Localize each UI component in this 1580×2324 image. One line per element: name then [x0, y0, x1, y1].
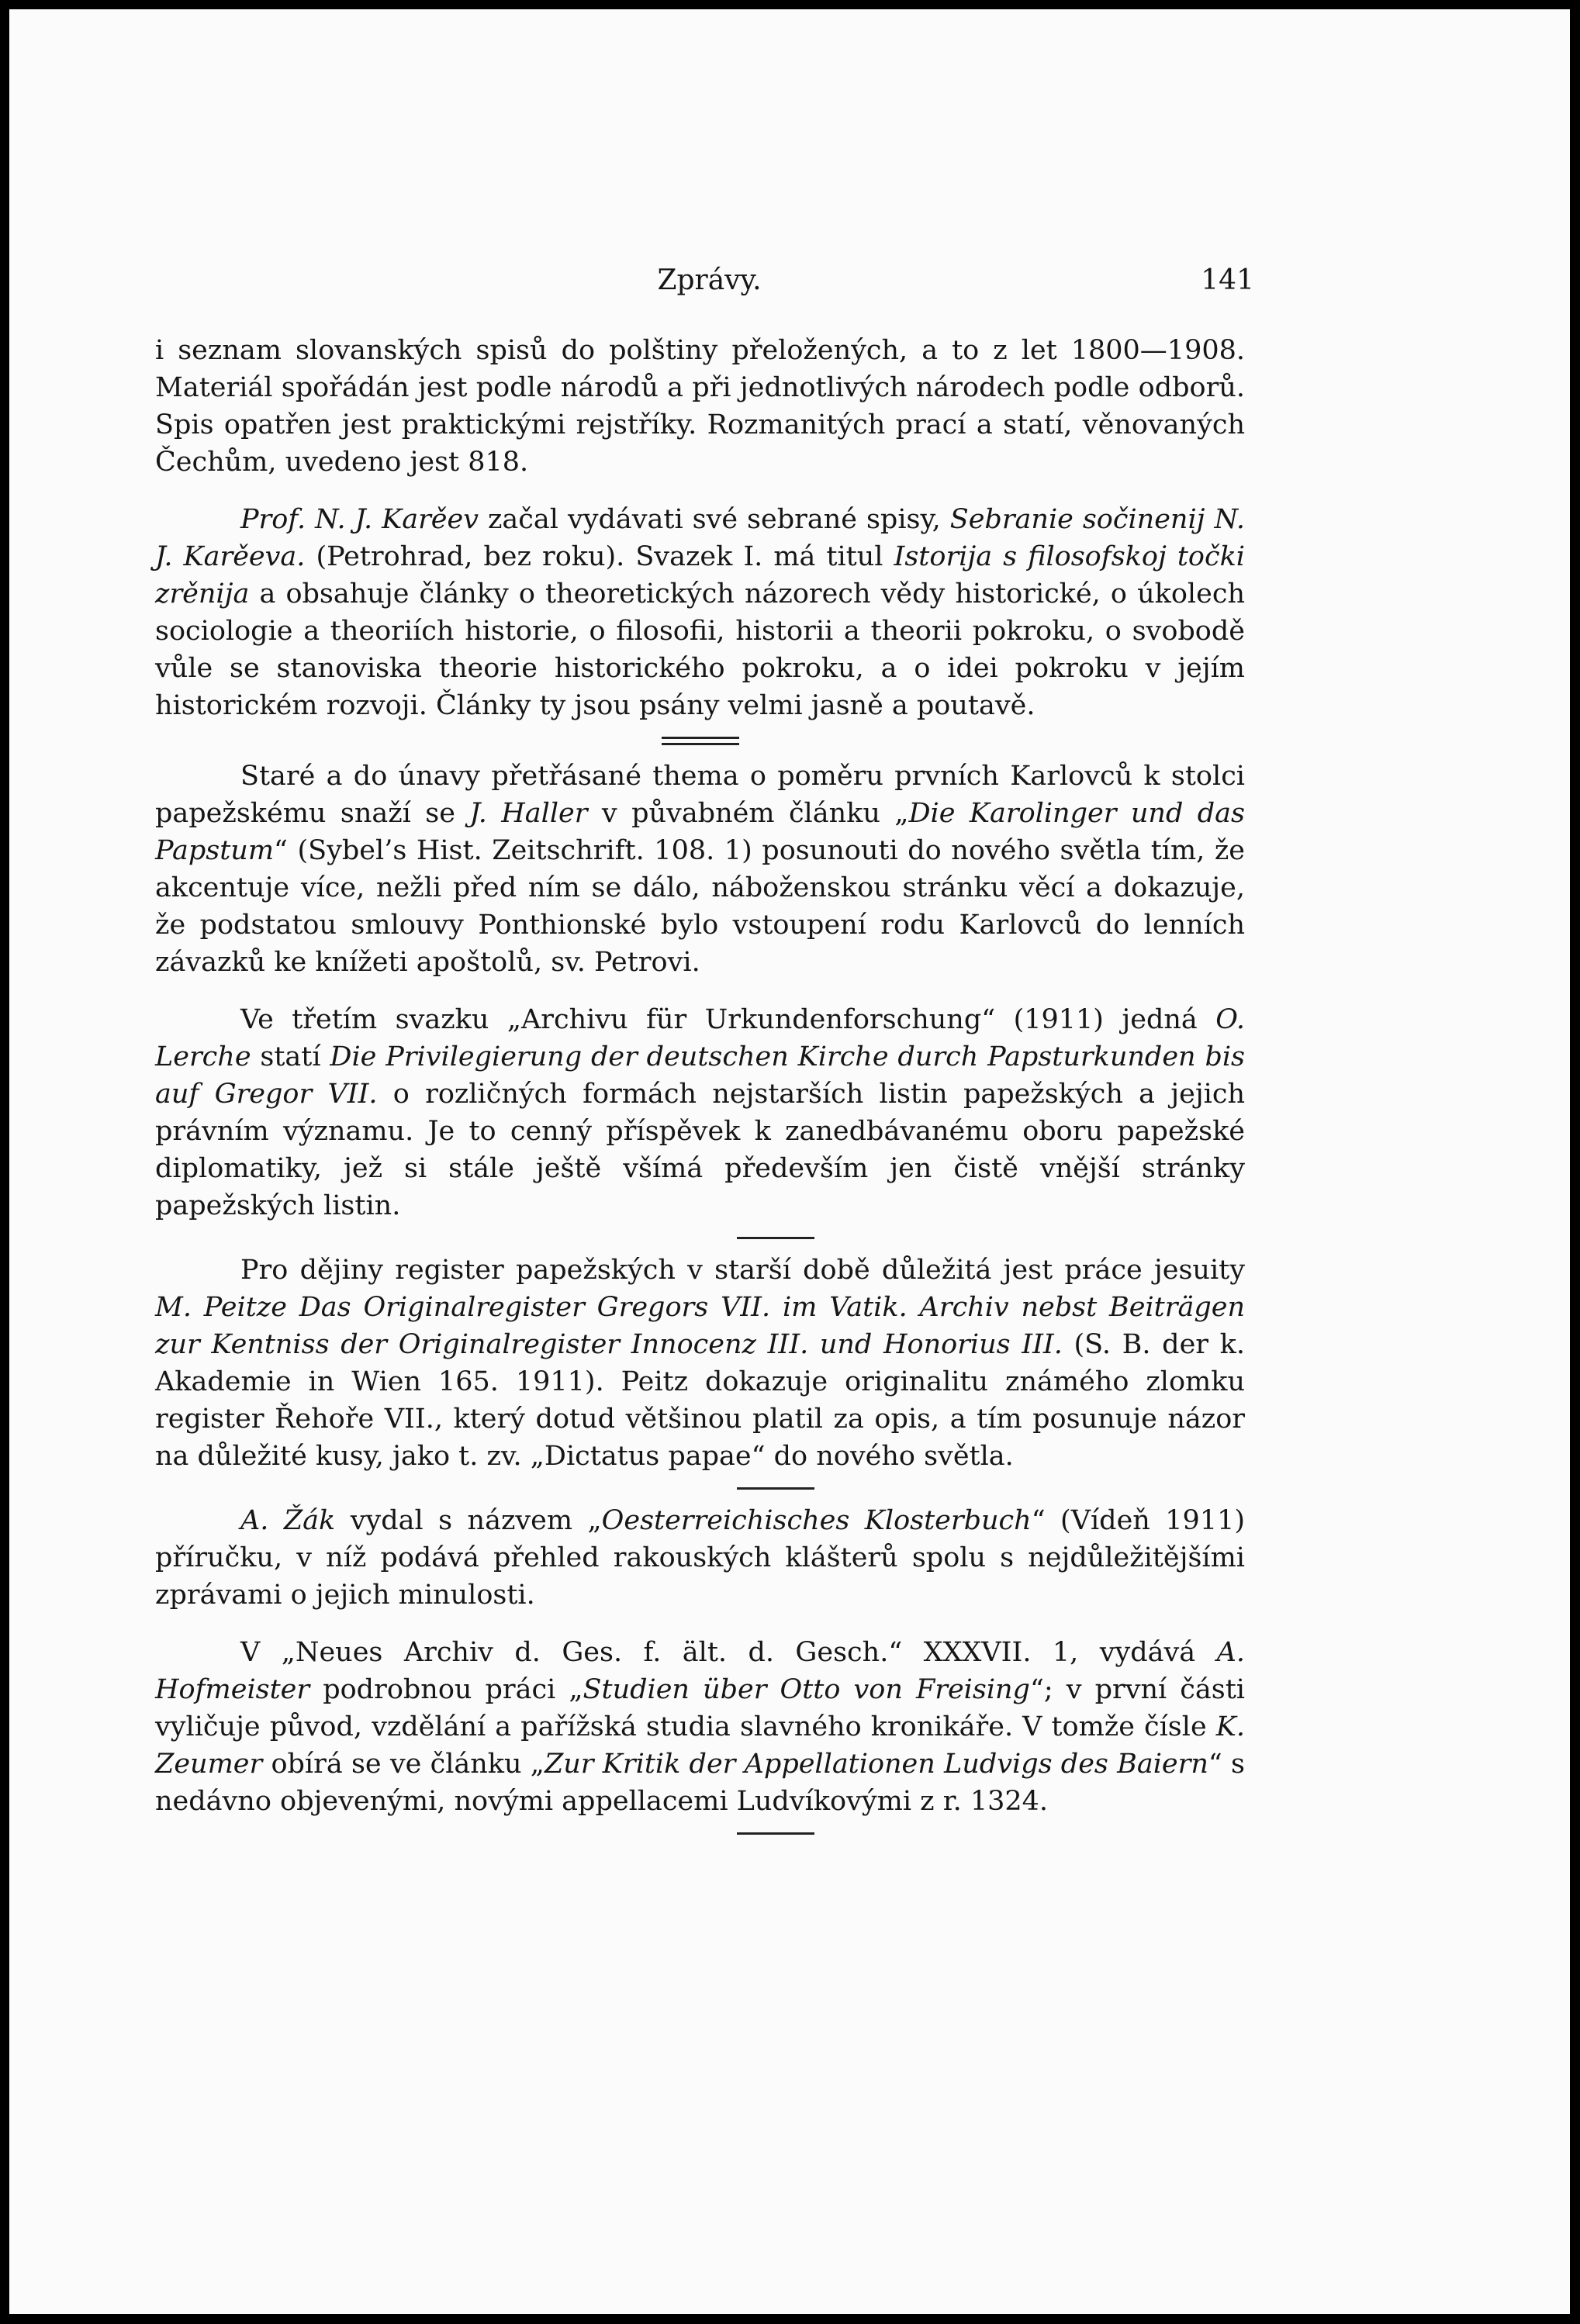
section-divider: [662, 737, 739, 745]
text-run: vydal s názvem „: [335, 1505, 602, 1536]
text-run: a obsahuje články o theoretických názorech vědy historické, o úkolech sociologie a theoriích historie, o filosofii, historii a theorii pokroku, o svobodě vůle se stanoviska theorie historického pokroku, a o idei pokroku v jejím historickém rozvoji. Články ty jsou psány velmi jasně a poutavě.: [155, 578, 1245, 721]
paragraph: [155, 758, 1245, 981]
italic-text: Prof. N. J. Karěev: [240, 504, 479, 535]
italic-text: Die Privilegierung der deutschen Kirche durch Papsturkunden bis auf Gregor VII.: [155, 1041, 1246, 1110]
paragraph: [155, 501, 1245, 724]
text-run: Staré a do únavy přetřásané thema o poměru prvních Karlovců k stolci papežskému snaží se: [155, 761, 1245, 829]
section-divider: [737, 1487, 814, 1490]
text-run: “ (Sybel’s Hist. Zeitschrift. 108. 1) posunouti do nového světla tím, že akcentuje více, nežli před ním se dálo, náboženskou stránku věcí a dokazuje, že podstatou smlouvy Ponthionské bylo vstoupení rodu Karlovců do lenních závazků ke knížeti apoštolů, sv. Petrovi.: [155, 835, 1245, 978]
italic-text: Zur Kritik der Appellationen Ludvigs des Baiern: [544, 1749, 1208, 1780]
paragraph: [155, 1502, 1245, 1614]
text-run: “ s nedávno objevenými, novými appellacemi Ludvíkovými z r. 1324.: [155, 1749, 1245, 1817]
text-run: Ve třetím svazku „Archivu für Urkundenforschung“ (1911) jedná: [240, 1004, 1216, 1035]
text-run: “ (Vídeň 1911) příručku, v níž podává přehled rakouských klášterů spolu s nejdůležitějšími zprávami o jejich minulosti.: [155, 1505, 1246, 1611]
paragraph: [155, 1252, 1245, 1475]
paragraph: [155, 332, 1245, 481]
italic-text: A. Žák: [240, 1505, 336, 1536]
text-run: v půvabném článku „: [587, 798, 909, 829]
text-run: V „Neues Archiv d. Ges. f. ält. d. Gesch.“ XXXVII. 1, vydává: [240, 1637, 1217, 1668]
italic-text: A. Hofmeister: [155, 1637, 1245, 1705]
italic-text: J. Haller: [469, 798, 588, 829]
text-run: začal vydávati své sebrané spisy,: [479, 504, 950, 535]
text-run: statí: [251, 1041, 330, 1072]
text-run: (S. B. der k. Akademie in Wien 165. 1911). Peitz dokazuje originalitu známého zlomku register Řehoře VII., který dotud většinou platil za opis, a tím posunuje názor na důležité kusy, jako t. zv. „Dictatus papae“ do nového světla.: [155, 1329, 1246, 1472]
italic-text: Sebranie sočinenij N. J. Karěeva.: [155, 504, 1245, 572]
page-body: [155, 332, 1245, 1847]
header-title: Zprávy.: [657, 264, 762, 296]
italic-text: M. Peitze Das Originalregister Gregors VII. im Vatik. Archiv nebst Beiträgen zur Kentniss der Originalregister Innocenz III. und Honorius III.: [155, 1292, 1245, 1360]
text-run: podrobnou práci „: [309, 1674, 583, 1705]
italic-text: K. Zeumer: [155, 1711, 1245, 1780]
text-run: (Petrohrad, bez roku). Svazek I. má titul: [305, 541, 894, 572]
section-divider: [737, 1832, 814, 1835]
text-run: o rozličných formách nejstarších listin papežských a jejich právním významu. Je to cenný příspěvek k zanedbávanému oboru papežské diplomatiky, jež si stále ještě všímá především jen čistě vnější stránky papežských listin.: [155, 1079, 1246, 1221]
italic-text: Die Karolinger und das Papstum: [155, 798, 1246, 866]
text-run: obírá se ve článku „: [262, 1749, 545, 1780]
section-divider: [737, 1237, 814, 1239]
italic-text: Oesterreichisches Klosterbuch: [601, 1505, 1032, 1536]
italic-text: O. Lerche: [155, 1004, 1245, 1072]
page-number: 141: [1201, 264, 1254, 296]
running-header: [164, 261, 1254, 300]
text-run: Pro dějiny register papežských v starší době důležitá jest práce jesuity: [240, 1255, 1245, 1286]
paragraph: [155, 1001, 1245, 1224]
text-run: “; v první části vyličuje původ, vzdělání a pařížská studia slavného kronikáře. V tomže čísle: [155, 1674, 1245, 1742]
text-run: i seznam slovanských spisů do polštiny přeložených, a to z let 1800—1908. Materiál spořádán jest podle národů a při jednotlivých národech podle odborů. Spis opatřen jest praktickými rejstříky. Rozmanitých prací a statí, věnovaných Čechům, uvedeno jest 818.: [155, 335, 1245, 478]
italic-text: Istorija s filosofskoj točki zrěnija: [155, 541, 1245, 609]
paragraph: [155, 1634, 1245, 1820]
italic-text: Studien über Otto von Freising: [583, 1674, 1030, 1705]
